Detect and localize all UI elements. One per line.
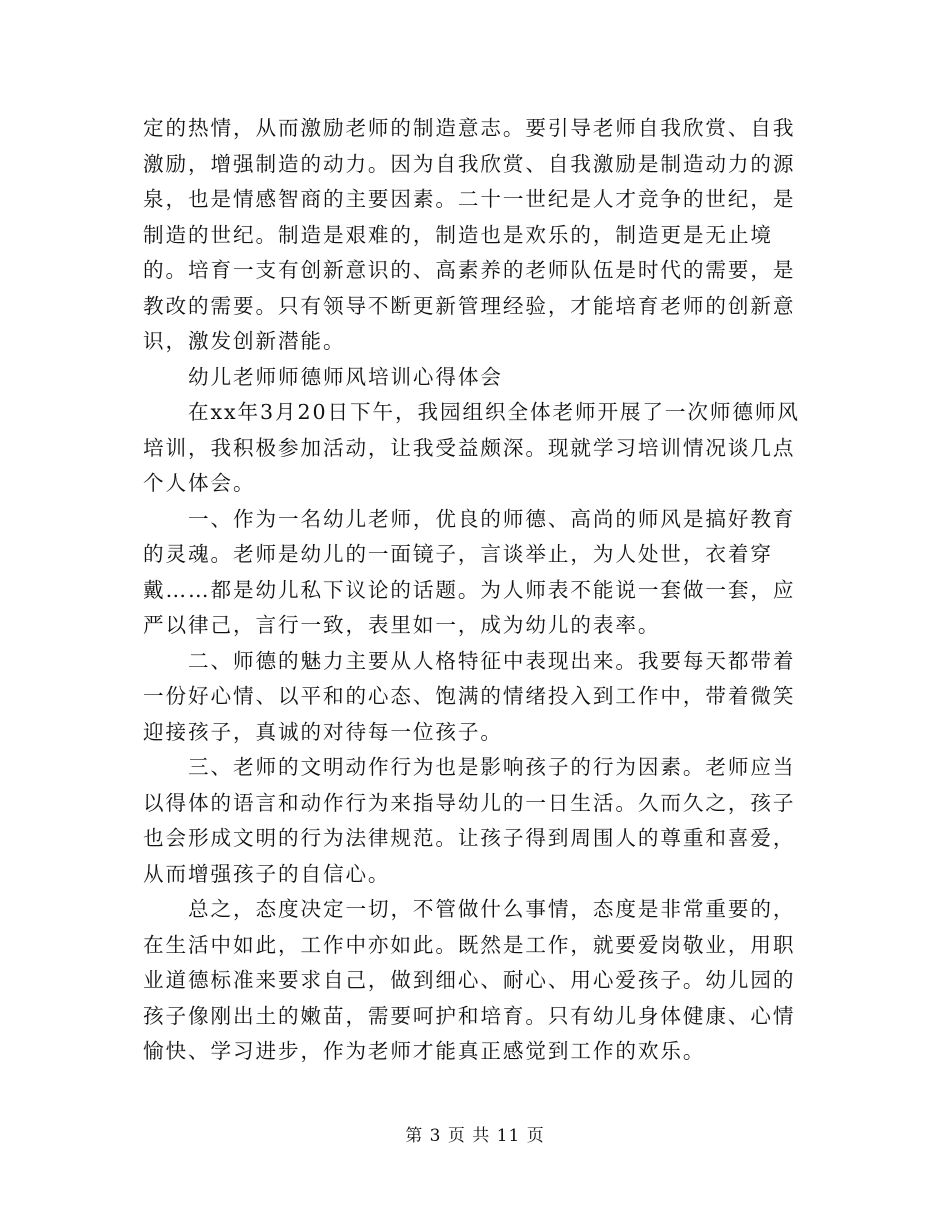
page-footer [0,1124,950,1148]
paragraph-point-two: 二、师德的魅力主要从人格特征中表现出来。我要每天都带着一份好心情、以平和的心态、饱满的情绪投入到工作中，带着微笑迎接孩子，真诚的对待每一位孩子。 [143,648,796,744]
paragraph-conclusion: 总之，态度决定一切，不管做什么事情，态度是非常重要的，在生活中如此，工作中亦如此。既然是工作，就要爱岗敬业，用职业道德标准来要求自己，做到细心、耐心、用心爱孩子。幼儿园的孩子像刚出土的嫩苗，需要呵护和培育。只有幼儿身体健康、心情愉快、学习进步，作为老师才能真正感觉到工作的欢乐。 [143,897,796,1063]
section-title: 幼儿老师师德师风培训心得体会 [188,364,503,389]
paragraph-intro: 在xx年3月20日下午，我园组织全体老师开展了一次师德师风培训，我积极参加活动，让我受益颇深。现就学习培训情况谈几点个人体会。 [143,400,800,495]
paragraph-point-three: 三、老师的文明动作行为也是影响孩子的行为因素。老师应当以得体的语言和动作行为来指导幼儿的一日生活。久而久之，孩子也会形成文明的行为法律规范。让孩子得到周围人的尊重和喜爱，从而增强孩子的自信心。 [143,755,796,886]
paragraph-continuation: 定的热情，从而激励老师的制造意志。要引导老师自我欣赏、自我激励，增强制造的动力。因为自我欣赏、自我激励是制造动力的源泉，也是情感智商的主要因素。二十一世纪是人才竞争的世纪，是制造的世纪。制造是艰难的，制造也是欢乐的，制造更是无止境的。培育一支有创新意识的、高素养的老师队伍是时代的需要，是教改的需要。只有领导不断更新管理经验，才能培育老师的创新意识，激发创新潜能。 [143,116,796,353]
page-number-label: 第 3 页 共 11 页 [405,1126,545,1146]
paragraph-point-one: 一、作为一名幼儿老师，优良的师德、高尚的师风是搞好教育的灵魂。老师是幼儿的一面镜子，言谈举止，为人处世，衣着穿戴……都是幼儿私下议论的话题。为人师表不能说一套做一套，应严以律己，言行一致，表里如一，成为幼儿的表率。 [143,506,796,637]
document-body [143,111,807,1070]
